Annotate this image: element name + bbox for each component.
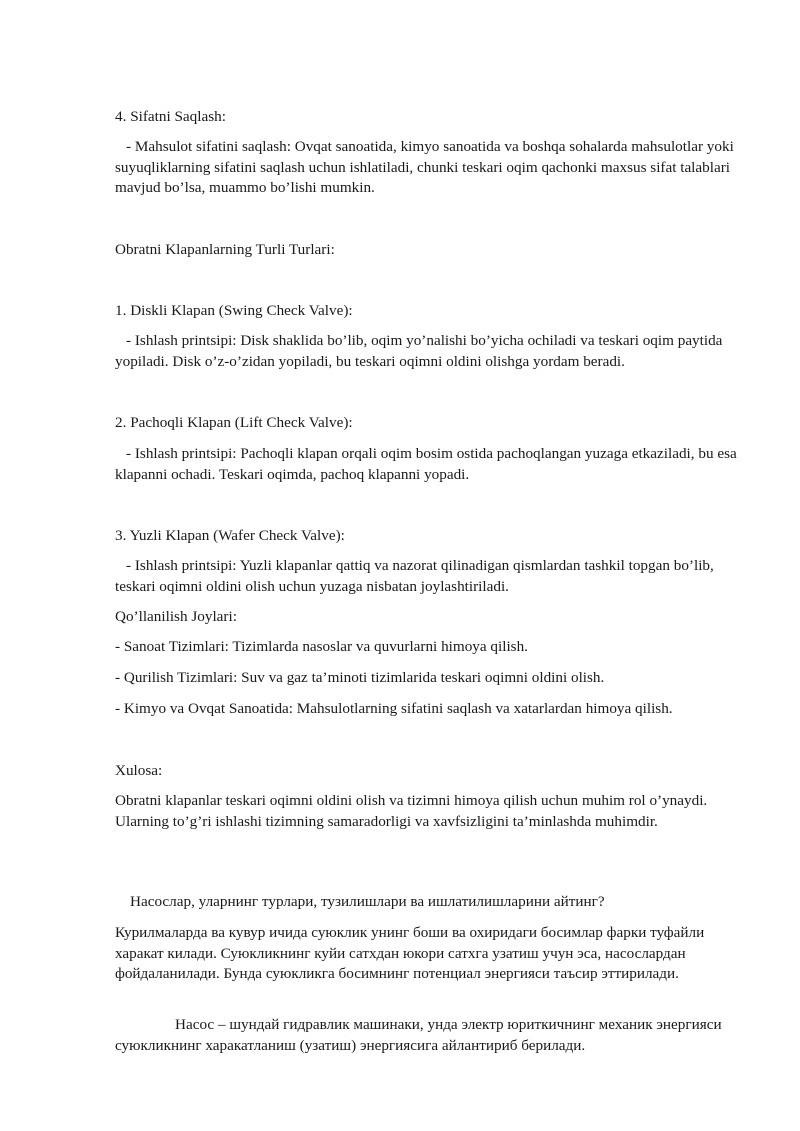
types-heading: Obratni Klapanlarning Turli Turlari:	[115, 241, 335, 258]
pumps-paragraph-1: Курилмаларда ва кувур ичида суюклик унинг боши ва охиридаги босимлар фарки туфайли харакат килади. Суюкликнинг куйи сатхдан юкори сатхга узатиш учун эса, насослардан фойдаланилади. Бунда суюкликга босимнинг потенциал энергияси таъсир эттирилади.	[115, 924, 705, 982]
usage-item-construction: - Qurilish Tizimlari: Suv va gaz ta’minoti tizimlarida teskari oqimni oldini olish.	[115, 669, 605, 686]
type-2-body: - Ishlash printsipi: Pachoqli klapan orqali oqim bosim ostida pachoqlangan yuzaga etkaziladi, bu esa klapanni ochadi. Teskari oqimda, pachoq klapanni yopadi.	[115, 445, 737, 483]
usage-heading: Qo’llanilish Joylari:	[115, 608, 237, 625]
question-heading: Насослар, уларнинг турлари, тузилишлари ва ишлатилишларини айтинг?	[130, 893, 605, 910]
pumps-paragraph-2: Насос – шундай гидравлик машинаки, унда электр юриткичнинг механик энергияси суюкликнинг харакатланиш (узатиш) энергиясига айлантириб берилади.	[115, 1016, 722, 1054]
usage-item-industry: - Sanoat Tizimlari: Tizimlarda nasoslar va quvurlarni himoya qilish.	[115, 638, 528, 655]
type-2-heading: 2. Pachoqli Klapan (Lift Check Valve):	[115, 414, 353, 431]
section-body-quality: - Mahsulot sifatini saqlash: Ovqat sanoatida, kimyo sanoatida va boshqa sohalarda mahsulotlar yoki suyuqliklarning sifatini saqlash uchun ishlatiladi, chunki teskari oqim qachonki maxsus sifat talablari mavjud bo’lsa, muammo bo’lishi mumkin.	[115, 138, 734, 196]
type-3-body: - Ishlash printsipi: Yuzli klapanlar qattiq va nazorat qilinadigan qismlardan tashkil topgan bo’lib, teskari oqimni oldini olish uchun yuzaga nisbatan joylashtiriladi.	[115, 557, 714, 595]
conclusion-heading: Xulosa:	[115, 762, 163, 779]
type-1-heading: 1. Diskli Klapan (Swing Check Valve):	[115, 302, 353, 319]
section-heading-quality: 4. Sifatni Saqlash:	[115, 108, 226, 125]
usage-item-chemical-food: - Kimyo va Ovqat Sanoatida: Mahsulotlarning sifatini saqlash va xatarlardan himoya qilish.	[115, 700, 673, 717]
type-1-body: - Ishlash printsipi: Disk shaklida bo’lib, oqim yo’nalishi bo’yicha ochiladi va teskari oqim paytida yopiladi. Disk o’z-o’zidan yopiladi, bu teskari oqimni oldini olishga yordam beradi.	[115, 332, 723, 370]
conclusion-body: Obratni klapanlar teskari oqimni oldini olish va tizimni himoya qilish uchun muhim rol o’ynaydi. Ularning to’g’ri ishlashi tizimning samaradorligi va xavfsizligini ta’minlashda muhimdir.	[115, 792, 708, 830]
type-3-heading: 3. Yuzli Klapan (Wafer Check Valve):	[115, 527, 345, 544]
